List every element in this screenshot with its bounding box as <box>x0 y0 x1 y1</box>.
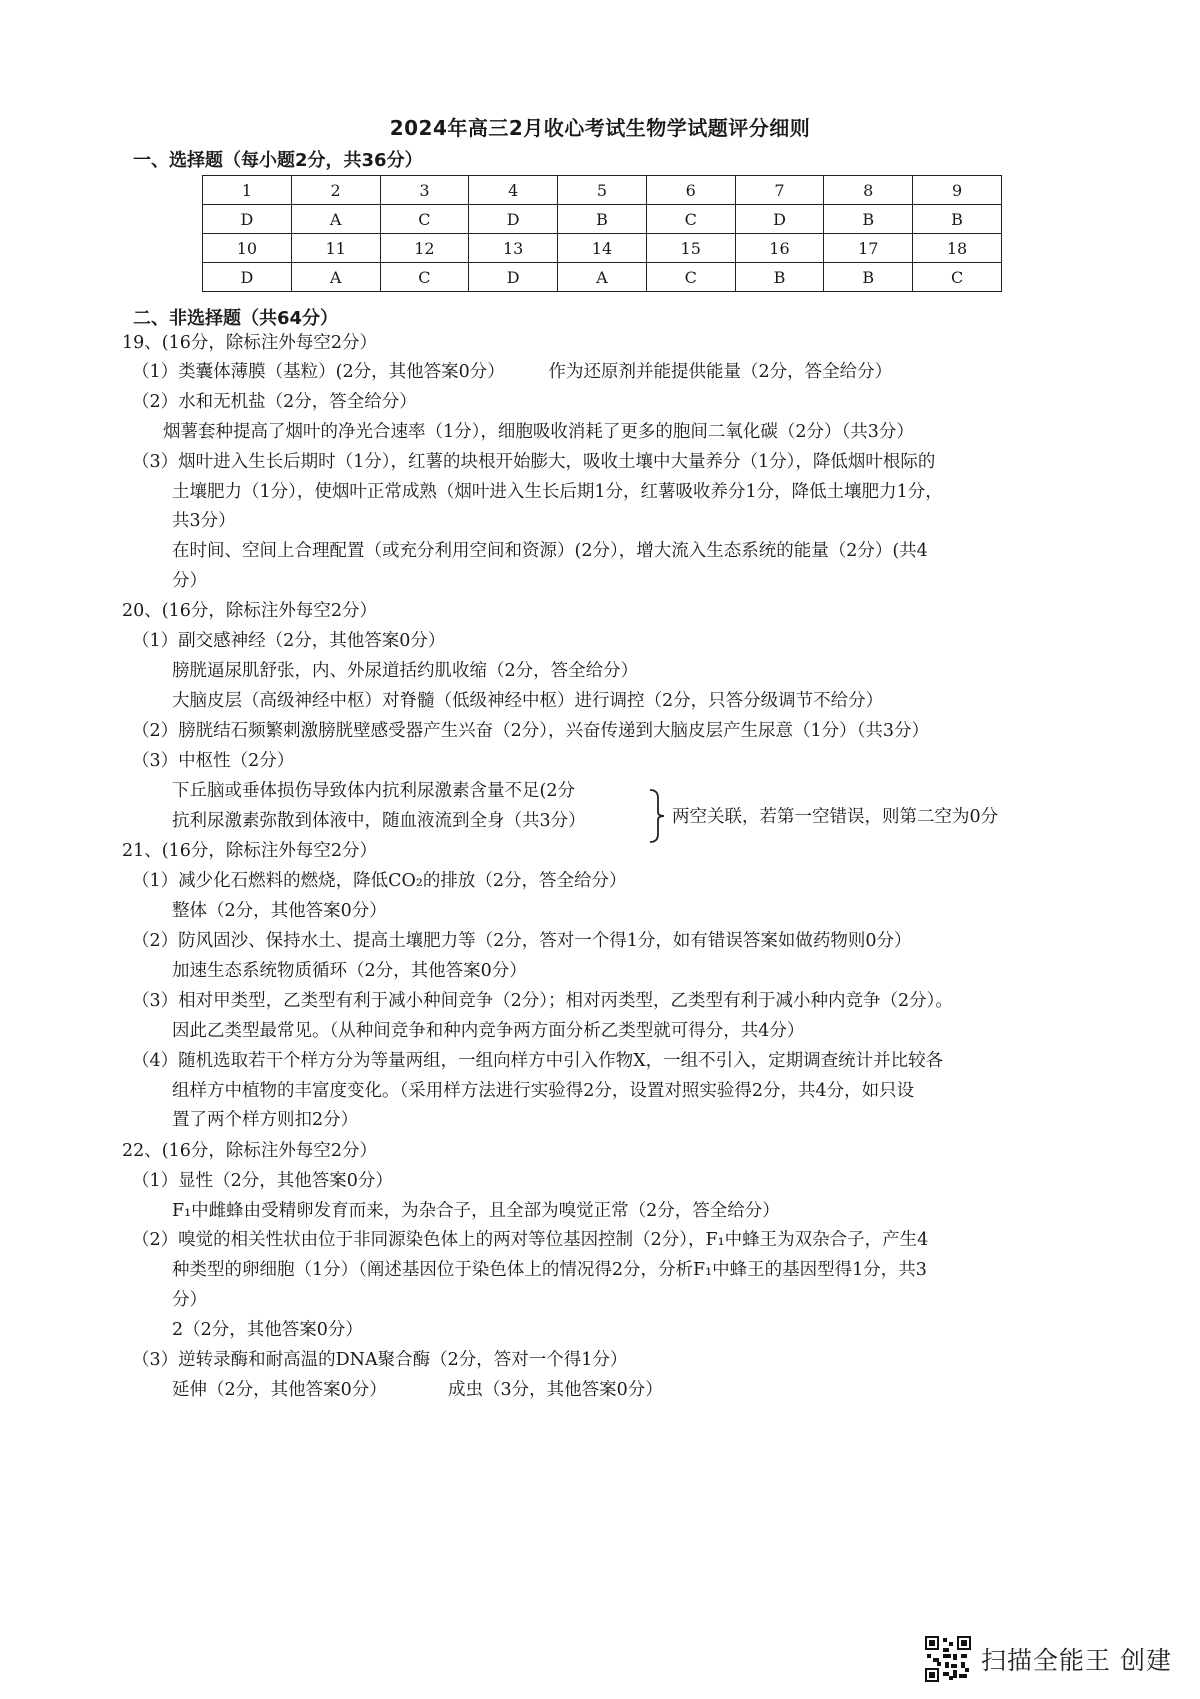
scanner-watermark <box>925 1637 1172 1681</box>
answer-row <box>203 176 1002 205</box>
answer-cell: D <box>203 263 292 292</box>
section-nonchoice-heading: 二、非选择题（共64分） <box>133 308 339 329</box>
answer-cell: A <box>291 263 380 292</box>
scoring-line: （3）逆转录酶和耐高温的DNA聚合酶（2分，答对一个得1分） <box>132 1350 628 1370</box>
answer-cell: D <box>735 205 824 234</box>
scoring-line: 分） <box>172 1290 207 1310</box>
scoring-line: 加速生态系统物质循环（2分，其他答案0分） <box>172 961 527 981</box>
scoring-line: （1）减少化石燃料的燃烧，降低CO₂的排放（2分，答全给分） <box>132 871 627 891</box>
scoring-line: （2）水和无机盐（2分，答全给分） <box>132 392 417 412</box>
scoring-line: 19、(16分，除标注外每空2分） <box>122 333 377 353</box>
answer-cell: 7 <box>735 176 824 205</box>
scoring-line: 在时间、空间上合理配置（或充分利用空间和资源）(2分），增大流入生态系统的能量（2分）(共4 <box>172 541 928 561</box>
answer-cell: B <box>735 263 824 292</box>
answer-cell: 2 <box>291 176 380 205</box>
answer-cell: 9 <box>913 176 1002 205</box>
scoring-line: （2）膀胱结石频繁刺激膀胱壁感受器产生兴奋（2分），兴奋传递到大脑皮层产生尿意（1分）（共3分） <box>132 721 930 741</box>
scoring-line: 土壤肥力（1分），使烟叶正常成熟（烟叶进入生长后期1分，红薯吸收养分1分，降低土壤肥力1分， <box>172 482 943 502</box>
answer-cell: 1 <box>203 176 292 205</box>
scoring-line: 延伸（2分，其他答案0分） 成虫（3分，其他答案0分） <box>172 1380 663 1400</box>
answer-cell: 8 <box>824 176 913 205</box>
answer-cell: A <box>291 205 380 234</box>
answer-cell: C <box>913 263 1002 292</box>
answer-cell: B <box>824 205 913 234</box>
answer-cell: 16 <box>735 234 824 263</box>
scoring-line: 整体（2分，其他答案0分） <box>172 901 387 921</box>
answer-cell: 14 <box>558 234 647 263</box>
qr-code-icon <box>925 1636 971 1682</box>
answer-cell: D <box>469 205 558 234</box>
scoring-line: 因此乙类型最常见。（从种间竞争和种内竞争两方面分析乙类型就可得分，共4分） <box>172 1021 805 1041</box>
answer-cell: 5 <box>558 176 647 205</box>
answer-cell: C <box>646 205 735 234</box>
answer-cell: 13 <box>469 234 558 263</box>
scoring-line: （1）副交感神经（2分，其他答案0分） <box>132 631 446 651</box>
brace-mark <box>648 788 666 844</box>
scoring-line: 大脑皮层（高级神经中枢）对脊髓（低级神经中枢）进行调控（2分，只答分级调节不给分） <box>172 691 884 711</box>
scoring-line: （3）相对甲类型，乙类型有利于减小种间竞争（2分）；相对丙类型，乙类型有利于减小种内竞争（2分）。 <box>132 991 953 1011</box>
answer-cell: 10 <box>203 234 292 263</box>
answer-cell: 18 <box>913 234 1002 263</box>
scoring-line: 22、(16分，除标注外每空2分） <box>122 1141 377 1161</box>
scoring-line: （3）烟叶进入生长后期时（1分），红薯的块根开始膨大，吸收土壤中大量养分（1分），降低烟叶根际的 <box>132 452 936 472</box>
scoring-line: 分） <box>172 571 207 591</box>
answer-row <box>203 263 1002 292</box>
answer-cell: C <box>380 205 469 234</box>
answer-cell: 15 <box>646 234 735 263</box>
scoring-line: 组样方中植物的丰富度变化。（采用样方法进行实验得2分，设置对照实验得2分，共4分，如只设 <box>172 1081 915 1101</box>
scoring-line: F₁中雌蜂由受精卵发育而来，为杂合子，且全部为嗅觉正常（2分，答全给分） <box>172 1201 780 1221</box>
answer-row <box>203 205 1002 234</box>
scoring-line: （2）防风固沙、保持水土、提高土壤肥力等（2分，答对一个得1分，如有错误答案如做药物则0分） <box>132 931 912 951</box>
section-choice-heading: 一、选择题（每小题2分，共36分） <box>133 150 423 171</box>
scoring-line: （4）随机选取若干个样方分为等量两组，一组向样方中引入作物X，一组不引入，定期调查统计并比较各 <box>132 1051 944 1071</box>
scoring-line: （1）类囊体薄膜（基粒）(2分，其他答案0分） 作为还原剂并能提供能量（2分，答全给分） <box>132 362 893 382</box>
scoring-line: 20、(16分，除标注外每空2分） <box>122 601 377 621</box>
scoring-line: （3）中枢性（2分） <box>132 751 295 771</box>
answer-cell: C <box>380 263 469 292</box>
answer-cell: 12 <box>380 234 469 263</box>
scoring-line: 置了两个样方则扣2分） <box>172 1110 359 1130</box>
answer-cell: D <box>469 263 558 292</box>
answer-cell: B <box>824 263 913 292</box>
answer-cell: D <box>203 205 292 234</box>
answer-cell: 11 <box>291 234 380 263</box>
scoring-line: 烟薯套种提高了烟叶的净光合速率（1分），细胞吸收消耗了更多的胞间二氧化碳（2分）（共3分） <box>163 422 914 442</box>
scoring-line: 膀胱逼尿肌舒张，内、外尿道括约肌收缩（2分，答全给分） <box>172 661 639 681</box>
watermark-text: 扫描全能王 创建 <box>981 1646 1172 1675</box>
answer-table <box>202 175 1002 292</box>
answer-row <box>203 234 1002 263</box>
scoring-line: 2（2分，其他答案0分） <box>172 1320 363 1340</box>
scoring-line: （1）显性（2分，其他答案0分） <box>132 1171 393 1191</box>
answer-cell: 3 <box>380 176 469 205</box>
scoring-line: 抗利尿激素弥散到体液中，随血液流到全身（共3分） <box>172 811 586 831</box>
answer-cell: C <box>646 263 735 292</box>
scoring-line: 下丘脑或垂体损伤导致体内抗利尿激素含量不足(2分 <box>172 781 575 801</box>
answer-cell: 4 <box>469 176 558 205</box>
scoring-line: （2）嗅觉的相关性状由位于非同源染色体上的两对等位基因控制（2分），F₁中蜂王为双杂合子，产生4 <box>132 1230 929 1250</box>
answer-cell: A <box>558 263 647 292</box>
answer-cell: 6 <box>646 176 735 205</box>
scoring-line: 种类型的卵细胞（1分）（阐述基因位于染色体上的情况得2分，分析F₁中蜂王的基因型得1分，共3 <box>172 1260 927 1280</box>
scoring-line: 共3分） <box>172 511 236 531</box>
scoring-line: 21、(16分，除标注外每空2分） <box>122 841 377 861</box>
page-title: 2024年高三2月收心考试生物学试题评分细则 <box>389 116 811 140</box>
answer-cell: B <box>913 205 1002 234</box>
brace-note: 两空关联，若第一空错误，则第二空为0分 <box>672 807 999 827</box>
answer-cell: 17 <box>824 234 913 263</box>
answer-cell: B <box>558 205 647 234</box>
